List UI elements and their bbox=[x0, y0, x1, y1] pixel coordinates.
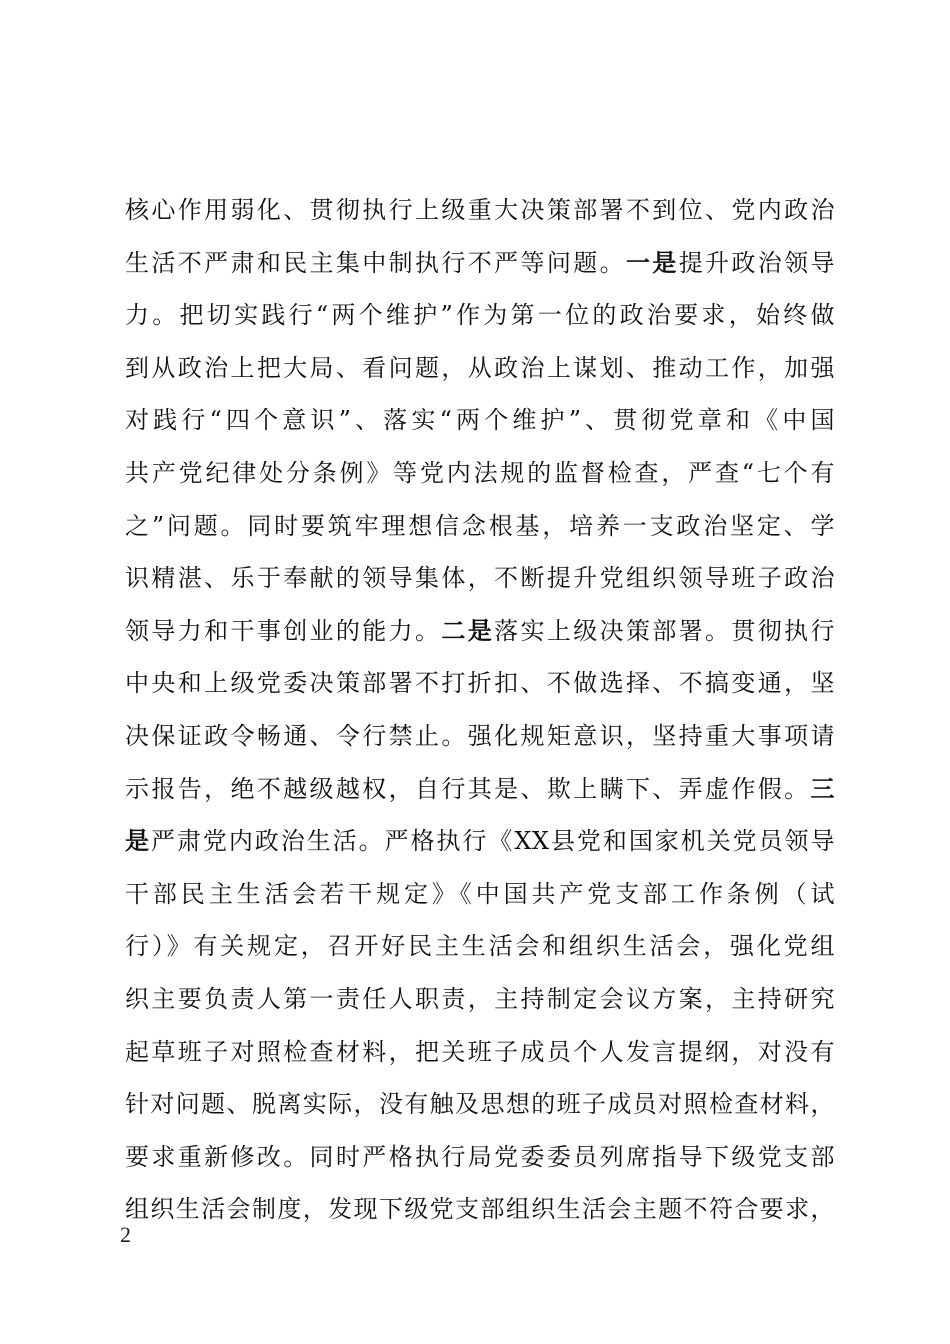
text-run: 力。把切实践行“两个维护”作为第一位的政治要求，始终做 bbox=[125, 301, 835, 330]
text-run: 起草班子对照检查材料，把关班子成员个人发言提纲，对没有 bbox=[125, 1037, 835, 1066]
text-run: 到从政治上把大局、看问题，从政治上谋划、推动工作，加强 bbox=[125, 353, 835, 382]
text-run: 核心作用弱化、贯彻执行上级重大决策部署不到位、党内政治 bbox=[125, 196, 835, 224]
text-run: 落实上级决策部署。贯彻执行 bbox=[494, 616, 836, 645]
text-run: 严肃党内政治生活。严格执行《XX县党和国家机关党员领导 bbox=[150, 827, 836, 856]
text-run: 对践行“四个意识”、落实“两个维护”、贯彻党章和《中国 bbox=[125, 406, 835, 435]
text-line bbox=[125, 1026, 835, 1079]
text-run: 领导力和干事创业的能力。 bbox=[125, 616, 442, 645]
bold-ordinal: 二是 bbox=[441, 616, 495, 645]
text-run: 组织生活会制度，发现下级党支部组织生活会主题不符合要求， bbox=[125, 1195, 835, 1224]
text-run: 之”问题。同时要筑牢理想信念根基，培养一支政治坚定、学 bbox=[125, 511, 835, 540]
document-body bbox=[125, 184, 835, 1236]
text-run: 示报告，绝不越级越权，自行其是、欺上瞒下、弄虚作假。 bbox=[125, 774, 811, 803]
text-run: 要求重新修改。同时严格执行局党委委员列席指导下级党支部 bbox=[125, 1142, 835, 1171]
text-line bbox=[125, 920, 835, 973]
page-number: 2 bbox=[120, 1222, 131, 1247]
text-run: 中央和上级党委决策部署不打折扣、不做选择、不搞变通，坚 bbox=[125, 669, 835, 698]
text-run: 针对问题、脱离实际，没有触及思想的班子成员对照检查材料， bbox=[125, 1090, 835, 1119]
text-line bbox=[125, 289, 835, 342]
text-line bbox=[125, 657, 835, 710]
bold-ordinal: 是 bbox=[125, 827, 151, 856]
text-line bbox=[125, 1078, 835, 1131]
text-line bbox=[125, 237, 835, 290]
text-line bbox=[125, 1131, 835, 1184]
text-line bbox=[125, 184, 835, 237]
text-line bbox=[125, 763, 835, 816]
text-line bbox=[125, 552, 835, 605]
bold-ordinal: 三 bbox=[810, 774, 835, 803]
text-run: 干部民主生活会若干规定》《中国共产党支部工作条例（试 bbox=[125, 879, 835, 908]
text-run: 决保证政令畅通、令行禁止。强化规矩意识，坚持重大事项请 bbox=[125, 721, 835, 750]
text-line bbox=[125, 500, 835, 553]
text-line bbox=[125, 447, 835, 500]
text-line bbox=[125, 973, 835, 1026]
bold-ordinal: 一是 bbox=[625, 248, 679, 277]
text-run: 织主要负责人第一责任人职责，主持制定会议方案，主持研究 bbox=[125, 984, 835, 1013]
text-run: 识精湛、乐于奉献的领导集体，不断提升党组织领导班子政治 bbox=[125, 564, 835, 593]
text-line bbox=[125, 710, 835, 763]
text-line bbox=[125, 1183, 835, 1236]
text-run: 共产党纪律处分条例》等党内法规的监督检查，严查“七个有 bbox=[125, 458, 835, 487]
text-run: 提升政治领导 bbox=[678, 248, 836, 277]
text-line bbox=[125, 394, 835, 447]
text-line bbox=[125, 342, 835, 395]
text-line bbox=[125, 868, 835, 921]
text-run: 行）》有关规定，召开好民主生活会和组织生活会，强化党组 bbox=[125, 932, 835, 961]
text-run: 生活不严肃和民主集中制执行不严等问题。 bbox=[125, 248, 626, 277]
text-line bbox=[125, 815, 835, 868]
text-line bbox=[125, 605, 835, 658]
